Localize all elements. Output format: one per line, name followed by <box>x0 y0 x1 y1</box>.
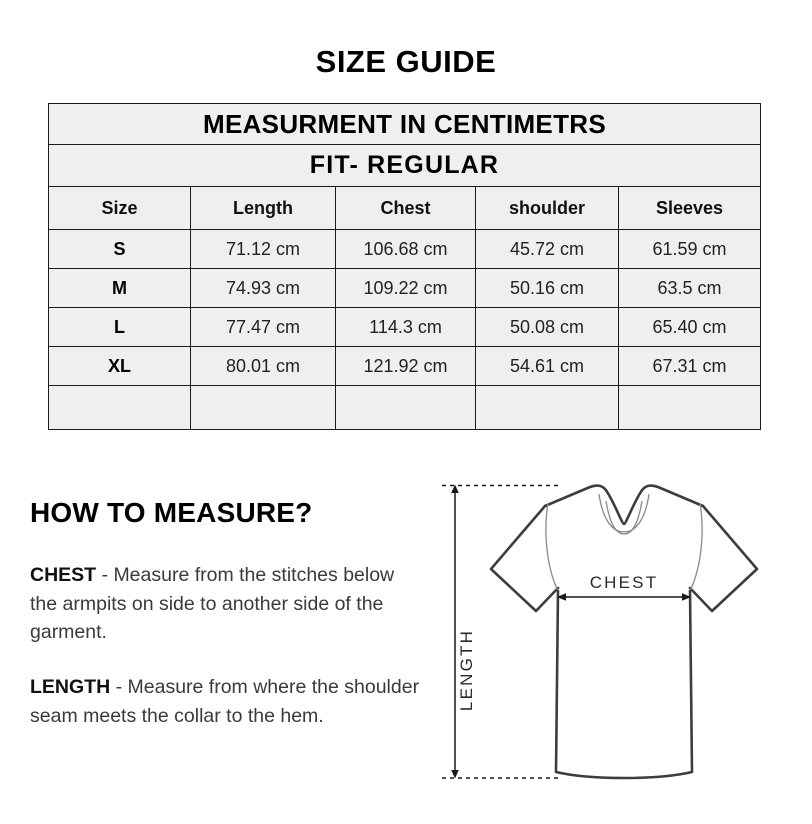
column-header-length: Length <box>191 187 336 230</box>
cell-sleeves: 63.5 cm <box>619 269 761 308</box>
cell-sleeves: 65.40 cm <box>619 308 761 347</box>
page-title: SIZE GUIDE <box>315 44 497 79</box>
table-fit-row <box>49 145 761 187</box>
length-label: LENGTH <box>457 628 476 712</box>
cell-shoulder: 45.72 cm <box>476 230 619 269</box>
cell-length: 80.01 cm <box>191 347 336 386</box>
table-row <box>49 308 761 347</box>
length-instruction-text: Measure from where the shoulder seam meets the collar to the hem. <box>30 675 420 727</box>
cell-length: 71.12 cm <box>191 230 336 269</box>
collar-inner-arc-inner <box>606 501 642 534</box>
right-armhole-seam <box>690 503 702 591</box>
length-separator: - <box>110 675 128 698</box>
cell-size: L <box>49 308 191 347</box>
chest-term: CHEST <box>30 564 97 586</box>
chest-instruction <box>30 561 420 647</box>
cell-chest: 114.3 cm <box>336 308 476 347</box>
column-header-shoulder: shoulder <box>476 187 619 230</box>
cell-shoulder: 50.16 cm <box>476 269 619 308</box>
chest-dimension-arrow <box>557 593 691 601</box>
measurement-unit-banner: MEASURMENT IN CENTIMETRS <box>49 104 761 145</box>
tshirt-measurement-diagram <box>430 470 812 800</box>
cell-size <box>49 386 191 430</box>
how-to-measure-section <box>30 497 420 756</box>
table-row <box>49 230 761 269</box>
cell-size: M <box>49 269 191 308</box>
cell-sleeves <box>619 386 761 430</box>
cell-chest <box>336 386 476 430</box>
cell-size: S <box>49 230 191 269</box>
cell-chest: 121.92 cm <box>336 347 476 386</box>
length-instruction <box>30 673 420 730</box>
table-row-empty <box>49 386 761 430</box>
table-row <box>49 347 761 386</box>
table-header-row <box>49 187 761 230</box>
size-chart-table <box>48 103 761 430</box>
fit-banner: FIT- REGULAR <box>49 145 761 187</box>
chest-separator: - <box>96 564 114 586</box>
collar-inner-arc-outer <box>599 494 649 532</box>
chest-label: CHEST <box>589 573 659 592</box>
length-term: LENGTH <box>30 675 111 698</box>
cell-chest: 106.68 cm <box>336 230 476 269</box>
cell-shoulder: 50.08 cm <box>476 308 619 347</box>
table-row <box>49 269 761 308</box>
cell-size: XL <box>49 347 191 386</box>
cell-shoulder <box>476 386 619 430</box>
cell-sleeves: 67.31 cm <box>619 347 761 386</box>
table-banner-row <box>49 104 761 145</box>
column-header-size: Size <box>49 187 191 230</box>
left-armhole-seam <box>546 503 558 591</box>
column-header-chest: Chest <box>336 187 476 230</box>
how-to-measure-title: HOW TO MEASURE? <box>30 497 313 528</box>
cell-length: 74.93 cm <box>191 269 336 308</box>
tshirt-body <box>556 591 692 778</box>
cell-chest: 109.22 cm <box>336 269 476 308</box>
cell-shoulder: 54.61 cm <box>476 347 619 386</box>
tshirt-shoulders-collar <box>545 486 703 524</box>
chest-instruction-text: Measure from the stitches below the armpits on side to another side of the garment. <box>30 564 395 644</box>
column-header-sleeves: Sleeves <box>619 187 761 230</box>
cell-length <box>191 386 336 430</box>
cell-sleeves: 61.59 cm <box>619 230 761 269</box>
cell-length: 77.47 cm <box>191 308 336 347</box>
